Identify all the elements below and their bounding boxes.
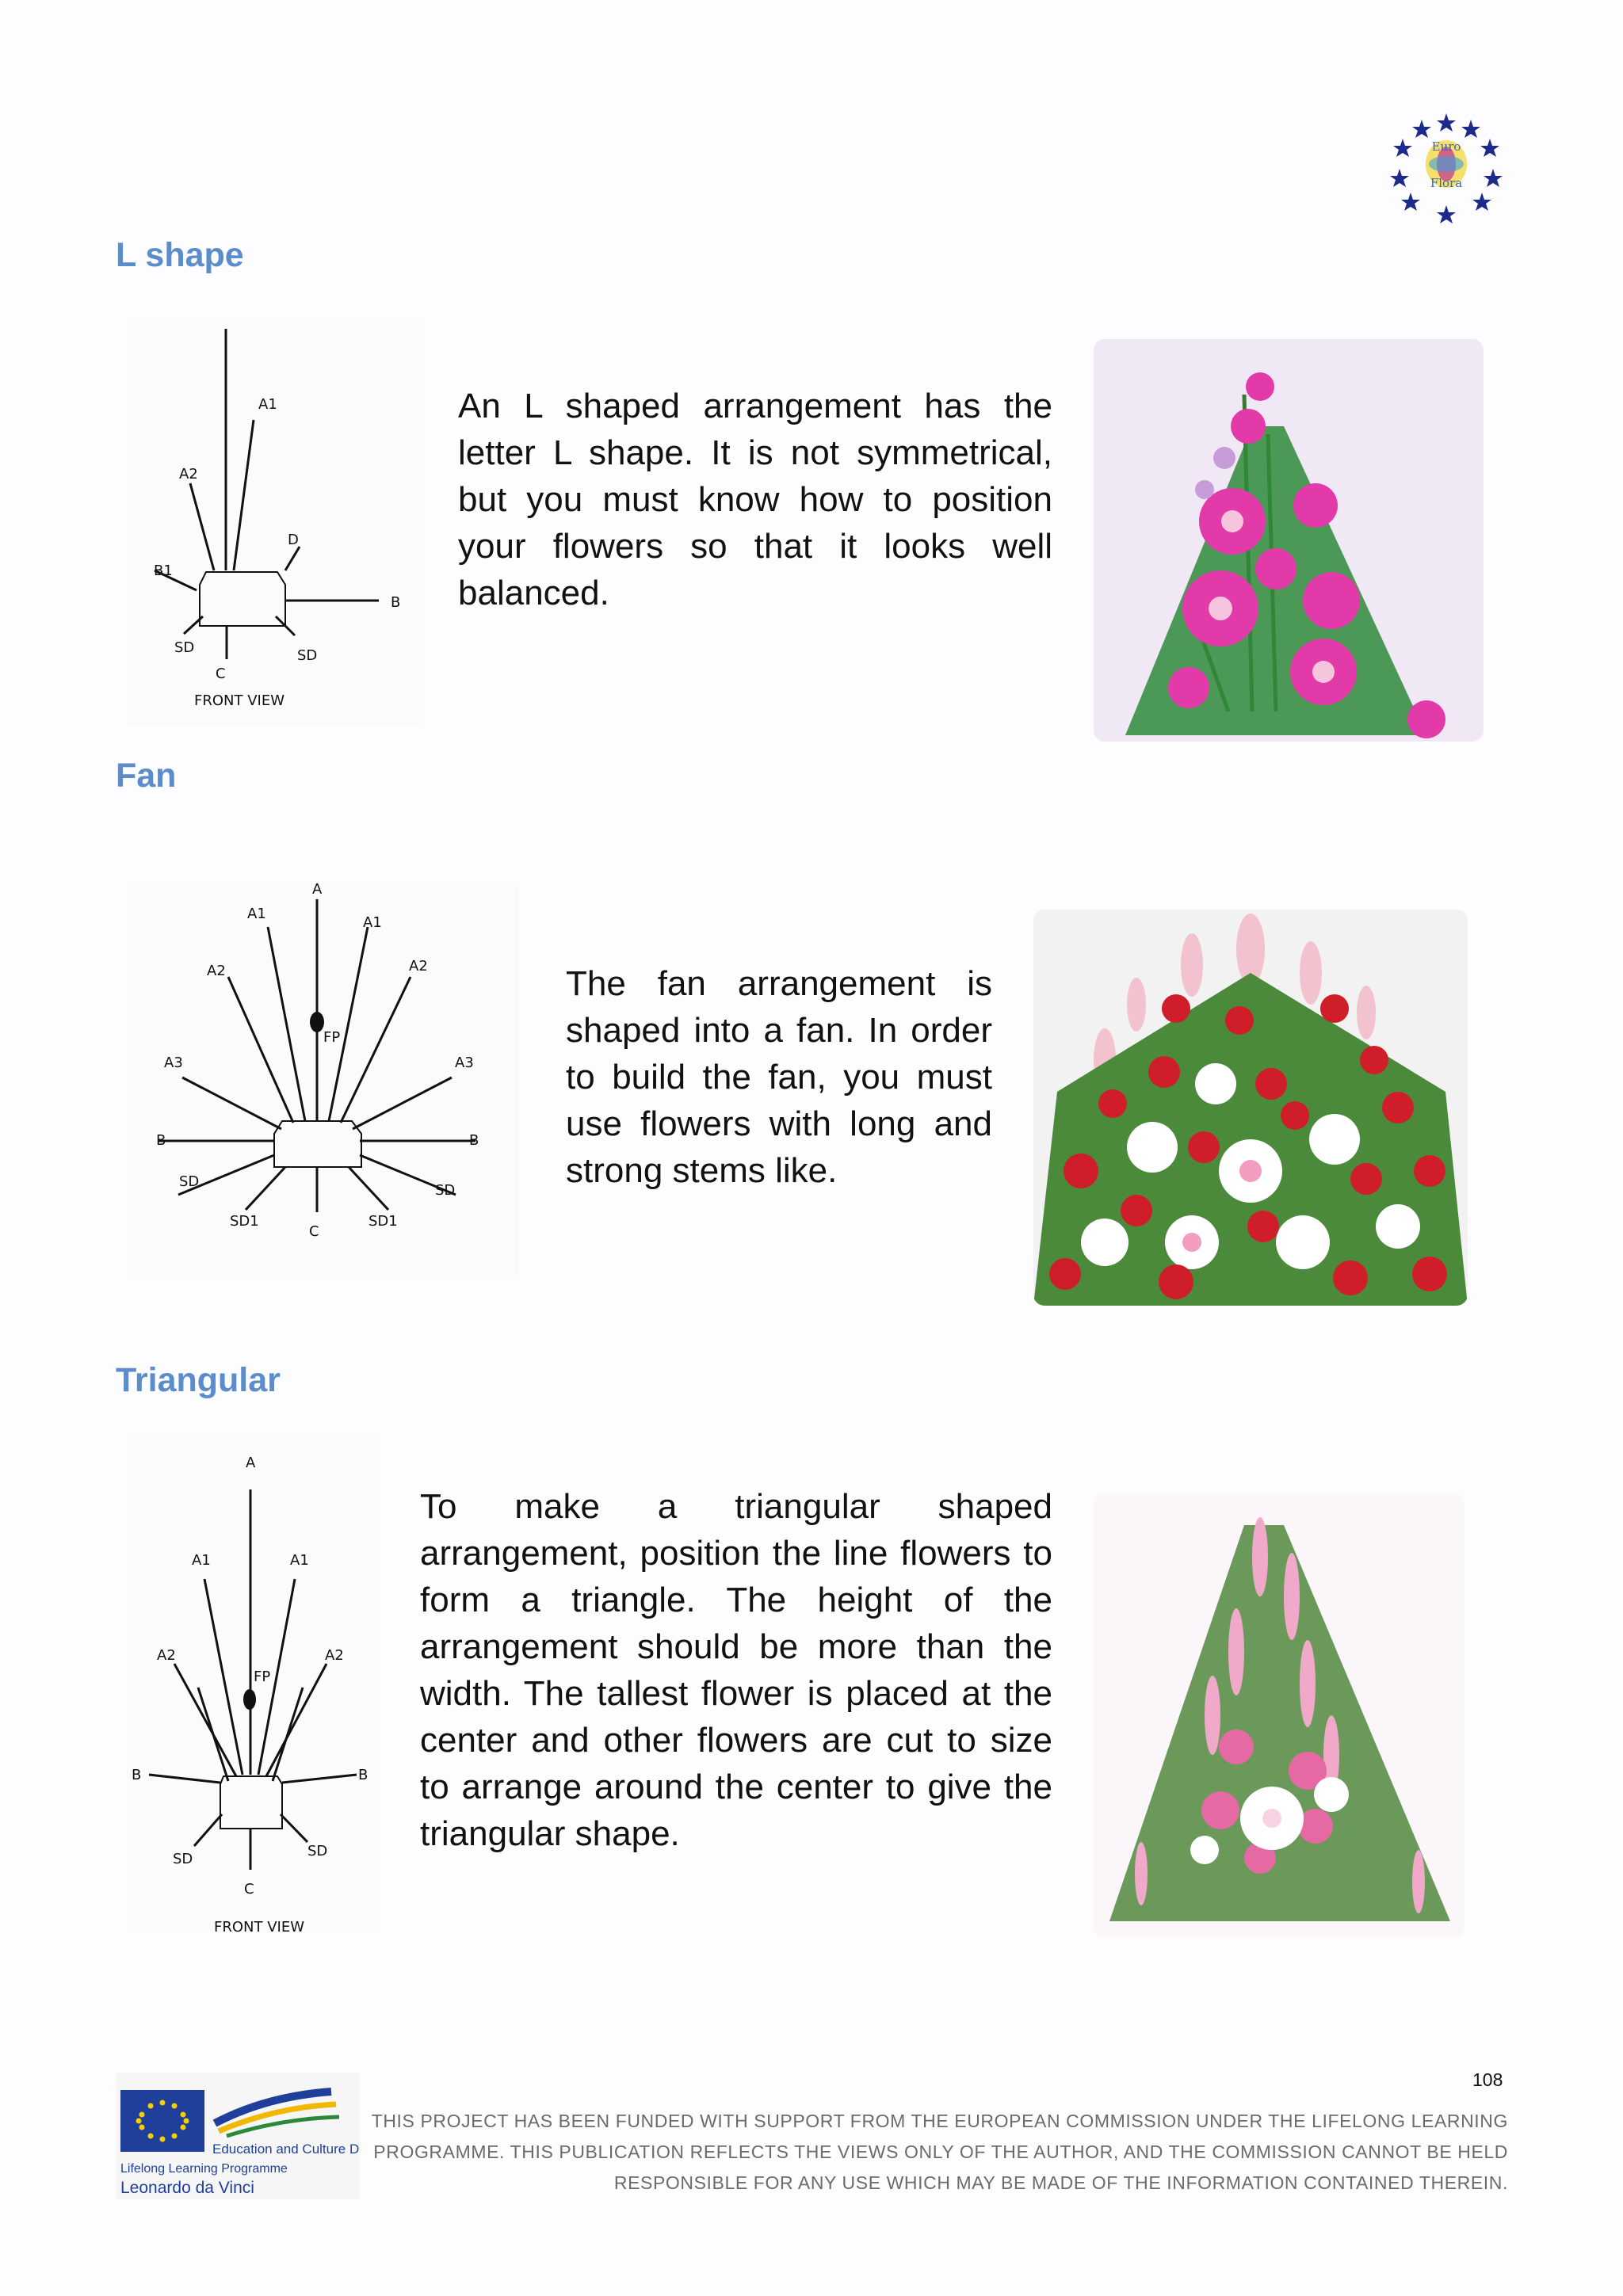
diagram-label: SD — [179, 1173, 200, 1190]
l-shape-diagram — [127, 317, 420, 725]
heading-triangular: Triangular — [116, 1361, 281, 1399]
euroflora-logo — [1387, 107, 1506, 226]
disclaimer-line-1: THIS PROJECT HAS BEEN FUNDED WITH SUPPORT FROM THE EUROPEAN COMMISSION UNDER THE LIFELONG LEARNING — [371, 2111, 1508, 2131]
diagram-label: C — [244, 1881, 254, 1897]
diagram-label: B — [469, 1132, 479, 1149]
diagram-label: C — [216, 666, 226, 682]
fan-photo — [1033, 910, 1468, 1306]
triangular-text: To make a triangular shaped arrangement, position the line flowers to form a triangle. The height of the arrangement should be more than the width. The tallest flower is placed at the center and other flowers are cut to size to arrange around the center to give the triangular shape. — [420, 1487, 1052, 1853]
heading-fan: Fan — [116, 757, 177, 795]
diagram-label: B — [156, 1132, 166, 1149]
diagram-label: SD — [307, 1843, 328, 1859]
disclaimer-line-2: PROGRAMME. THIS PUBLICATION REFLECTS THE VIEWS ONLY OF THE AUTHOR, AND THE COMMISSION CANNOT BE HELD — [373, 2142, 1508, 2162]
diagram-label: B — [391, 594, 401, 611]
diagram-label: C — [309, 1223, 319, 1240]
diagram-label: A — [312, 883, 323, 898]
diagram-label: FP — [323, 1029, 341, 1046]
diagram-label: A1 — [258, 396, 277, 413]
triangular-photo — [1094, 1493, 1465, 1937]
diagram-label: D — [288, 532, 299, 548]
diagram-label: B1 — [154, 563, 173, 579]
fan-diagram — [127, 883, 519, 1280]
page-number: 108 — [1472, 2069, 1503, 2090]
diagram-label: B — [358, 1767, 369, 1783]
diagram-label: A1 — [290, 1552, 309, 1569]
diagram-label: A — [246, 1455, 256, 1471]
disclaimer-line-3: RESPONSIBLE FOR ANY USE WHICH MAY BE MADE OF THE INFORMATION CONTAINED THEREIN. — [613, 2172, 1508, 2193]
diagram-label: A3 — [164, 1055, 183, 1071]
l-shape-photo — [1094, 339, 1484, 742]
diagram-label: SD — [174, 639, 195, 656]
eu-llp-logo — [116, 2073, 360, 2199]
diagram-label: SD1 — [369, 1213, 398, 1230]
diagram-label: FRONT VIEW — [194, 692, 285, 709]
triangular-diagram — [127, 1434, 380, 1933]
fan-text: The fan arrangement is shaped into a fan. In order to build the fan, you must use flowers with long and strong stems like. — [566, 964, 992, 1190]
funding-disclaimer — [361, 2106, 1508, 2199]
diagram-label: SD — [173, 1851, 193, 1867]
diagram-label: B — [132, 1767, 142, 1783]
logo-ldv-text: Leonardo da Vinci — [120, 2179, 254, 2197]
diagram-label: SD — [297, 647, 318, 664]
diagram-label: A2 — [157, 1647, 176, 1664]
diagram-label: FRONT VIEW — [214, 1919, 305, 1933]
diagram-label: A1 — [247, 906, 266, 922]
diagram-label: A2 — [325, 1647, 344, 1664]
diagram-label: FP — [254, 1669, 271, 1685]
logo-text-flora: Flora — [1430, 176, 1463, 190]
diagram-label: SD1 — [230, 1213, 259, 1230]
diagram-label: A1 — [192, 1552, 211, 1569]
logo-dg-text: Education and Culture DG — [212, 2142, 360, 2157]
logo-text-euro: Euro — [1431, 139, 1461, 154]
diagram-label: SD — [435, 1182, 456, 1199]
diagram-label: A2 — [179, 466, 198, 482]
diagram-label: A1 — [363, 914, 382, 931]
l-shape-text: An L shaped arrangement has the letter L shape. It is not symmetrical, but you must know how to position your flowers so that it looks well balanced. — [458, 387, 1052, 612]
diagram-label: A2 — [207, 963, 226, 979]
logo-llp-text: Lifelong Learning Programme — [120, 2162, 288, 2176]
diagram-label: A3 — [455, 1055, 474, 1071]
diagram-label: A2 — [409, 958, 428, 974]
heading-l-shape: L shape — [116, 236, 244, 274]
